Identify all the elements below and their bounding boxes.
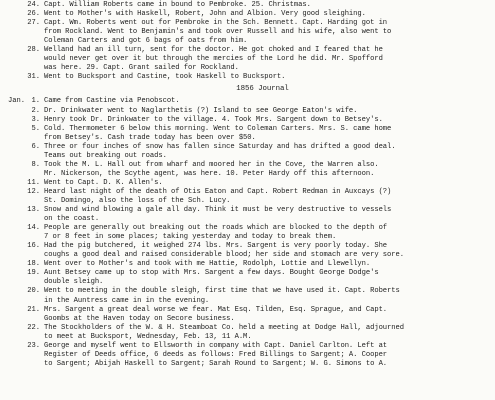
entry-day: 8. xyxy=(31,160,40,169)
entry-line: Took the M. L. Hall out from wharf and moored her in the Cove, the Warren also. xyxy=(44,160,379,169)
entry-text xyxy=(44,161,487,179)
entry-day: 11. xyxy=(27,178,40,187)
entry-day: 22. xyxy=(27,323,40,332)
entry-line: Capt. William Roberts came in bound to Pembroke. 25. Christmas. xyxy=(44,1,311,9)
entry-text xyxy=(44,260,487,269)
entry-line: St. Domingo, also the loss of the Sch. Lucy. xyxy=(44,196,231,205)
entry-line: Had the pig butchered, it weighed 274 lbs. Mrs. Sargent is very poorly today. She xyxy=(44,242,388,251)
entry-line: Goombs at the Haven today on Secore business. xyxy=(44,314,235,323)
entry-line: Went to Bucksport and Castine, took Haskell to Bucksport. xyxy=(44,73,286,82)
entry-line: Register of Deeds office, 6 deeds as follows: Fred Billings to Sargent; A. Cooper xyxy=(44,350,388,359)
entry-day: 20. xyxy=(27,287,40,296)
entry-text xyxy=(44,306,487,324)
entry-day: 6. xyxy=(31,142,40,151)
journal-entry xyxy=(8,116,487,125)
entry-text xyxy=(44,1,487,10)
journal-entry xyxy=(8,107,487,116)
entry-line: Cold. Thermometer 6 below this morning. Went to Coleman Carters. Mrs. S. came home xyxy=(44,124,392,133)
entry-line: in the Auntress came in in the evening. xyxy=(44,296,210,305)
entry-day: 18. xyxy=(27,260,40,269)
entry-day: 13. xyxy=(27,206,40,215)
journal-entry xyxy=(8,125,487,143)
entry-line: Came from Castine via Penobscot. xyxy=(44,97,180,106)
journal-entry xyxy=(8,97,487,106)
entry-line: Snow and wind blowing a gale all day. Think it must be very destructive to vessels xyxy=(44,206,392,215)
entry-line: coughs a good deal and raised considerable blood; her side and stomach are very sore. xyxy=(44,251,404,260)
journal-entry xyxy=(8,287,487,305)
journal-entry xyxy=(8,161,487,179)
entry-text xyxy=(44,10,487,19)
entry-day: 26. xyxy=(27,10,40,19)
entry-day: 21. xyxy=(27,305,40,314)
journal-entry xyxy=(8,342,487,369)
entry-day: 5. xyxy=(31,124,40,133)
entry-line: Aunt Betsey came up to stop with Mrs. Sargent a few days. Bought George Dodge's xyxy=(44,269,379,278)
entry-text xyxy=(44,342,487,369)
entry-line: Went to meeting in the double sleigh, first time that we have used it. Capt. Roberts xyxy=(44,287,400,296)
entry-text xyxy=(44,324,487,342)
entry-day: 19. xyxy=(27,269,40,278)
entry-day: 27. xyxy=(27,19,40,28)
entry-text xyxy=(44,19,487,46)
entry-day: 31. xyxy=(27,73,40,82)
entry-line: The Stockholders of the W. & H. Steamboat Co. held a meeting at Dodge Hall, adjourned xyxy=(44,323,404,332)
journal-entry xyxy=(8,73,487,82)
entry-text xyxy=(44,73,487,82)
entry-day: 1. xyxy=(31,97,40,106)
entry-day: 2. xyxy=(31,106,40,115)
entry-line: to Sargent; Abijah Haskell to Sargent; Sarah Round to Sargent; W. G. Simons to A. xyxy=(44,359,388,368)
entry-day: 24. xyxy=(27,1,40,9)
journal-entry xyxy=(8,260,487,269)
journal-entry xyxy=(8,324,487,342)
entry-text xyxy=(44,143,487,161)
entry-line: was here. 29. Capt. Grant sailed for Rockland. xyxy=(44,64,239,73)
entry-line: Three or four inches of snow has fallen since Saturday and has drifted a good deal. xyxy=(44,142,396,151)
journal-entry xyxy=(8,306,487,324)
entry-day: 12. xyxy=(27,187,40,196)
journal-entry xyxy=(8,179,487,188)
journal-entry xyxy=(8,10,487,19)
entry-line: from Betsey's. Cash trade today has been over $50. xyxy=(44,133,256,142)
journal-entry xyxy=(8,46,487,73)
entry-line: double sleigh. xyxy=(44,278,104,287)
entry-line: on the coast. xyxy=(44,215,100,224)
entry-text xyxy=(44,242,487,260)
journal-entry xyxy=(8,224,487,242)
entry-text xyxy=(44,116,487,125)
entry-text xyxy=(44,107,487,116)
journal-entry xyxy=(8,1,487,10)
journal-entry xyxy=(8,206,487,224)
journal-1855-section xyxy=(8,1,487,82)
journal-heading: 1856 Journal xyxy=(236,85,289,94)
entry-day: 16. xyxy=(27,242,40,251)
entry-line: Went over to Mother's and took with me Hattie, Rodolph, Lottie and Llewellyn. xyxy=(44,260,371,269)
entry-line: Heard last night of the death of Otis Eaton and Capt. Robert Redman in Auxcays (?) xyxy=(44,187,392,196)
entry-line: Welland had an ill turn, sent for the doctor. He got choked and I feared that he xyxy=(44,46,383,55)
entry-line: Coleman Carters and got 6 bags of oats from him. xyxy=(44,37,248,46)
entry-line: Went to Capt. D. K. Allen's. xyxy=(44,178,163,187)
entry-text xyxy=(44,125,487,143)
entry-day: 14. xyxy=(27,224,40,233)
entry-text xyxy=(44,97,487,106)
entry-text xyxy=(44,287,487,305)
journal-1856-section xyxy=(8,97,487,368)
entry-text xyxy=(44,188,487,206)
entry-text xyxy=(44,224,487,242)
entry-line: Went to Mother's with Haskell, Robert, John and Albion. Very good sleighing. xyxy=(44,10,366,19)
journal-entry xyxy=(8,19,487,46)
entry-line: People are generally out breaking out the roads which are blocked to the depth of xyxy=(44,224,388,233)
journal-entry xyxy=(8,143,487,161)
journal-entry xyxy=(8,269,487,287)
entry-text xyxy=(44,269,487,287)
entry-line: Teams out breaking out roads. xyxy=(44,151,167,160)
journal-entry xyxy=(8,188,487,206)
entry-text xyxy=(44,46,487,73)
entry-day: 3. xyxy=(31,115,40,124)
entry-line: George and myself went to Ellsworth in company with Capt. Daniel Carlton. Left at xyxy=(44,341,388,350)
entry-line: would never get over it but through the mercies of the Lord he did. Mr. Spofford xyxy=(44,55,383,64)
entry-line: Mrs. Sargent a great deal worse we fear. Mat Esq. Tilden, Esq. Sprague, and Capt. xyxy=(44,305,388,314)
entry-text xyxy=(44,206,487,224)
entry-line: Mr. Nickerson, the Scythe agent, was here. 10. Peter Hardy off this afternoon. xyxy=(44,169,375,178)
entry-line: from Rockland. Went to Benjamin's and took over Russell and his wife, also went to xyxy=(44,28,392,37)
entry-day: 28. xyxy=(27,46,40,55)
month-label: Jan. xyxy=(8,97,25,106)
entry-line: Capt. Wm. Roberts went out for Pembroke in the Sch. Bennett. Capt. Harding got in xyxy=(44,19,388,28)
entry-line: Henry took Dr. Drinkwater to the village. 4. Took Mrs. Sargent down to Betsey's. xyxy=(44,115,383,124)
journal-entry xyxy=(8,242,487,260)
entry-text xyxy=(44,179,487,188)
entry-line: Dr. Drinkwater went to Naglarthetis (?) Island to see George Eaton's wife. xyxy=(44,106,358,115)
entry-line: 7 or 8 feet in some places; taking yesterday and today to break them. xyxy=(44,233,337,242)
entry-line: to meet at Bucksport, Wednesday, Feb. 13, 11 A.M. xyxy=(44,332,252,341)
entry-day: 23. xyxy=(27,341,40,350)
